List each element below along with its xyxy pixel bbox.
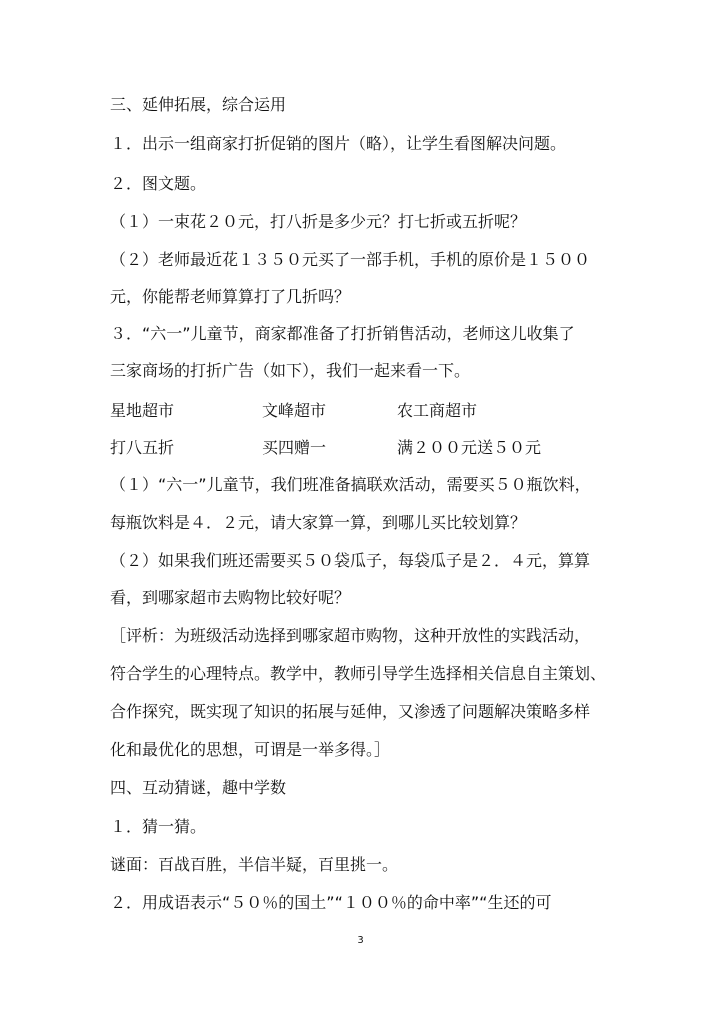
paragraph-line: １．猜一猜。 [110, 817, 207, 836]
paragraph-line: （２）如果我们班还需要买５０袋瓜子，每袋瓜子是２．４元，算算 [110, 551, 591, 570]
paragraph-line: ２．图文题。 [110, 174, 207, 193]
paragraph-line: （１）“六一”儿童节，我们班准备搞联欢活动，需要买５０瓶饮料， [110, 475, 591, 494]
commentary-line: 合作探究，既实现了知识的拓展与延伸，又渗透了问题解决策略多样 [110, 702, 591, 721]
paragraph-line: 看，到哪家超市去购物比较好呢？ [110, 588, 351, 607]
section-heading-extension: 三、延伸拓展，综合运用 [110, 95, 287, 114]
paragraph-line: １．出示一组商家打折促销的图片（略），让学生看图解决问题。 [110, 134, 567, 153]
section-heading-riddles: 四、互动猜谜，趣中学数 [110, 778, 287, 797]
store-offer: 满２００元送５０元 [397, 438, 542, 457]
paragraph-line: （１）一束花２０元，打八折是多少元？打七折或五折呢？ [110, 212, 527, 231]
paragraph-line: 谜面：百战百胜，半信半疑，百里挑一。 [110, 855, 399, 874]
store-name: 文峰超市 [262, 401, 327, 420]
paragraph-line: 三家商场的打折广告（如下），我们一起来看一下。 [110, 361, 471, 380]
commentary-line: 化和最优化的思想，可谓是一举多得。］ [110, 740, 391, 759]
store-offer: 买四赠一 [262, 438, 327, 457]
store-name: 星地超市 [110, 401, 175, 420]
paragraph-line: ２．用成语表示“５０％的国土”“１００％的命中率”“生还的可 [110, 893, 552, 912]
paragraph-line: （２）老师最近花１３５０元买了一部手机，手机的原价是１５００ [110, 250, 591, 269]
paragraph-line: 元，你能帮老师算算打了几折吗？ [110, 287, 351, 306]
page-number: 3 [357, 935, 364, 946]
commentary-line: ［评析：为班级活动选择到哪家超市购物，这种开放性的实践活动， [110, 626, 591, 645]
store-name: 农工商超市 [397, 401, 478, 420]
paragraph-line: 每瓶饮料是４．２元，请大家算一算，到哪儿买比较划算？ [110, 513, 527, 532]
commentary-line: 符合学生的心理特点。教学中，教师引导学生选择相关信息自主策划、 [110, 664, 607, 683]
store-offer: 打八五折 [110, 438, 175, 457]
paragraph-line: ３．“六一”儿童节，商家都准备了打折销售活动，老师这儿收集了 [110, 324, 575, 343]
